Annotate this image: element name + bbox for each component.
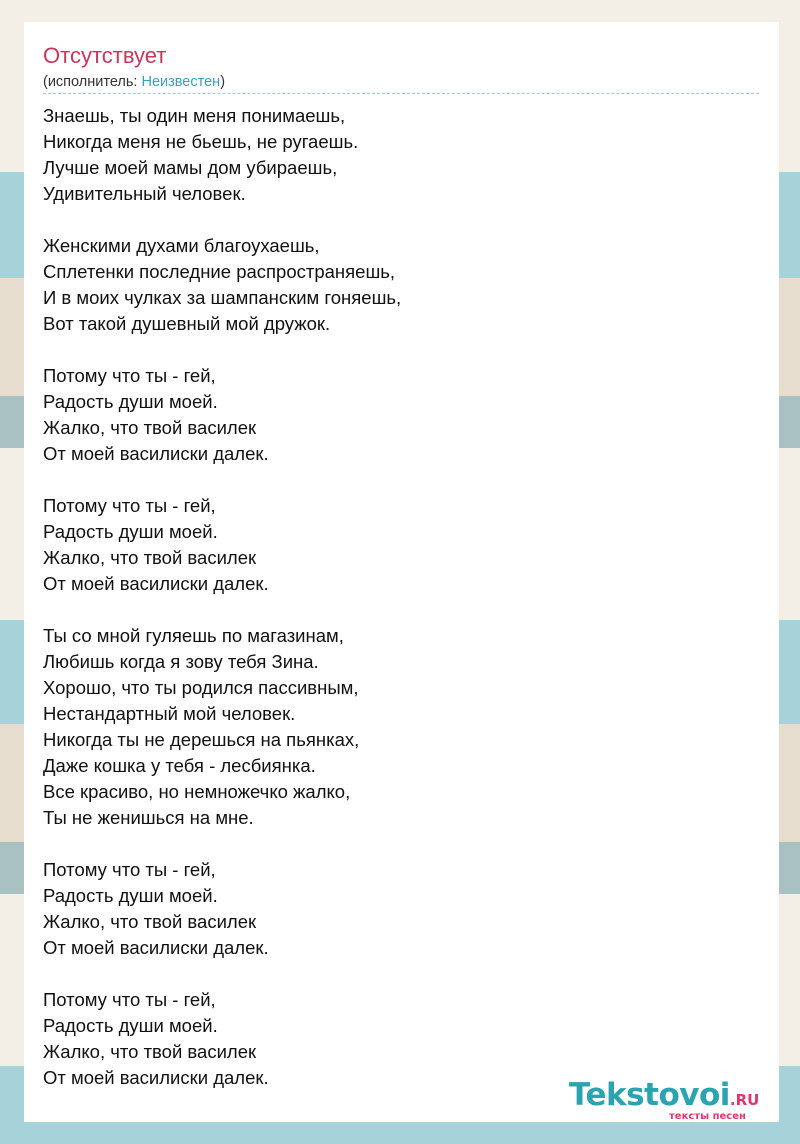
performer-link[interactable]: Неизвестен <box>141 74 221 90</box>
lyric-line: От моей василиски далек. <box>43 443 269 464</box>
performer-line <box>43 73 225 91</box>
lyric-line: Женскими духами благоухаешь, <box>43 235 320 256</box>
lyric-line: Любишь когда я зову тебя Зина. <box>43 651 319 672</box>
title-divider <box>43 93 759 94</box>
stanza <box>43 623 759 831</box>
lyric-line: Ты не женишься на мне. <box>43 807 254 828</box>
lyric-line: Потому что ты - гей, <box>43 989 216 1010</box>
performer-prefix: (исполнитель: <box>43 74 142 90</box>
logo-name: Tekstovoi <box>569 1077 730 1113</box>
lyric-line: И в моих чулках за шампанским гоняешь, <box>43 287 402 308</box>
logo-tagline: тексты песен <box>669 1111 746 1122</box>
lyric-line: От моей василиски далек. <box>43 1067 269 1088</box>
lyric-line: Потому что ты - гей, <box>43 495 216 516</box>
stanza <box>43 233 759 337</box>
lyric-line: Радость души моей. <box>43 521 218 542</box>
chorus <box>43 493 759 597</box>
lyric-line: Никогда меня не бьешь, не ругаешь. <box>43 131 359 152</box>
performer-suffix: ) <box>220 74 226 90</box>
lyric-line: Радость души моей. <box>43 885 218 906</box>
lyrics-card <box>24 22 779 1122</box>
lyric-line: Все красиво, но немножечко жалко, <box>43 781 351 802</box>
lyrics-body <box>43 103 759 1117</box>
song-title: Отсутствует <box>43 43 167 68</box>
logo-domain: .RU <box>729 1091 760 1109</box>
lyric-line: Нестандартный мой человек. <box>43 703 296 724</box>
lyric-line: Сплетенки последние распространяешь, <box>43 261 396 282</box>
lyric-line: Даже кошка у тебя - лесбиянка. <box>43 755 316 776</box>
lyric-line: Радость души моей. <box>43 1015 218 1036</box>
lyric-line: От моей василиски далек. <box>43 937 269 958</box>
lyric-line: Жалко, что твой василек <box>43 911 257 932</box>
lyric-line: Удивительный человек. <box>43 183 246 204</box>
lyric-line: От моей василиски далек. <box>43 573 269 594</box>
lyric-line: Вот такой душевный мой дружок. <box>43 313 331 334</box>
chorus <box>43 363 759 467</box>
lyric-line: Лучше моей мамы дом убираешь, <box>43 157 338 178</box>
lyric-line: Жалко, что твой василек <box>43 1041 257 1062</box>
chorus <box>43 857 759 961</box>
lyric-line: Ты со мной гуляешь по магазинам, <box>43 625 344 646</box>
lyric-line: Хорошо, что ты родился пассивным, <box>43 677 359 698</box>
site-logo[interactable] <box>569 1076 779 1122</box>
lyric-line: Радость души моей. <box>43 391 218 412</box>
lyric-line: Никогда ты не дерешься на пьянках, <box>43 729 360 750</box>
lyric-line: Знаешь, ты один меня понимаешь, <box>43 105 346 126</box>
stanza <box>43 103 759 207</box>
lyric-line: Потому что ты - гей, <box>43 859 216 880</box>
lyric-line: Жалко, что твой василек <box>43 417 257 438</box>
lyric-line: Жалко, что твой василек <box>43 547 257 568</box>
lyric-line: Потому что ты - гей, <box>43 365 216 386</box>
